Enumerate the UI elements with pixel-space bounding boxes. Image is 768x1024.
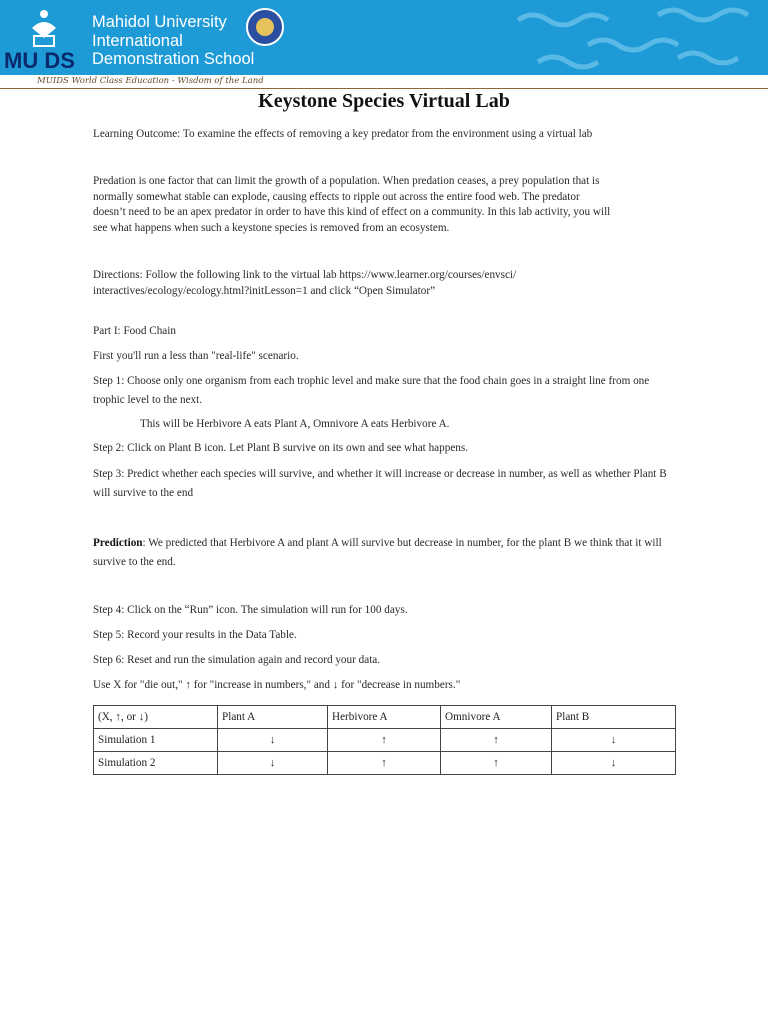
table-cell: ↑ [328, 729, 441, 752]
university-line-2: International [92, 31, 183, 50]
table-header-cell: Herbivore A [328, 706, 441, 729]
table-cell: Simulation 1 [94, 729, 218, 752]
table-header-cell: Omnivore A [441, 706, 552, 729]
header-banner [0, 0, 768, 75]
part-title: Part I: Food Chain [93, 325, 176, 337]
first-line: First you'll run a less than "real-life" scenario. [93, 350, 299, 362]
step-4: Step 4: Click on the “Run” icon. The simulation will run for 100 days. [93, 604, 408, 616]
university-seal-icon [246, 8, 284, 46]
prediction-text: : We predicted that Herbivore A and plant A will survive but decrease in number, for the plant B we think that it will survive to the end. [93, 537, 662, 568]
step-1-indent: This will be Herbivore A eats Plant A, Omnivore A eats Herbivore A. [140, 418, 450, 430]
table-header-cell: Plant A [218, 706, 328, 729]
step-3: Step 3: Predict whether each species will survive, and whether it will increase or decrease in number, as well as whether Plant B will survive to the end [93, 468, 667, 499]
directions: Directions: Follow the following link to the virtual lab https://www.learner.org/courses/envsci/ interactives/ecology/ecology.html?initLesson=1 and click “Open Simulator” [93, 269, 517, 297]
page-title: Keystone Species Virtual Lab [258, 90, 510, 112]
table-cell: ↑ [441, 729, 552, 752]
university-line-3: Demonstration School [92, 50, 255, 68]
step-2: Step 2: Click on Plant B icon. Let Plant B survive on its own and see what happens. [93, 442, 469, 454]
table-cell: ↓ [218, 729, 328, 752]
header-rule [0, 88, 768, 89]
prediction-label: Prediction [93, 537, 143, 549]
table-header-cell: (X, ↑, or ↓) [94, 706, 218, 729]
table-cell: Simulation 2 [94, 752, 218, 775]
step-6: Step 6: Reset and run the simulation again and record your data. [93, 654, 381, 666]
tagline: MUIDS World Class Education - Wisdom of the Land [37, 76, 264, 86]
table-row [94, 729, 676, 752]
table-header-row [94, 706, 676, 729]
wave-pattern-decoration [508, 0, 768, 75]
table-cell: ↑ [328, 752, 441, 775]
university-name [92, 13, 254, 69]
table-cell: ↑ [441, 752, 552, 775]
intro-paragraph: Predation is one factor that can limit the growth of a population. When predation ceases, a prey population that is normally somewhat stable can explode, causing effects to ripple out across the entire food web. The predator doesn’t need to be an apex predator in order to have this kind of effect on a community. In this lab activity, you will see what happens when such a keystone species is removed from an ecosystem. [93, 175, 611, 234]
table-cell: ↓ [552, 729, 676, 752]
table-cell: ↓ [552, 752, 676, 775]
data-table [93, 705, 676, 775]
table-row [94, 752, 676, 775]
table-cell: ↓ [218, 752, 328, 775]
university-line-1: Mahidol University [92, 13, 227, 31]
learning-outcome: Learning Outcome: To examine the effects of removing a key predator from the environment using a virtual lab [93, 128, 593, 140]
step-1: Step 1: Choose only one organism from each trophic level and make sure that the food chain goes in a straight line from one trophic level to the next. [93, 375, 650, 406]
prediction [93, 534, 683, 571]
table-header-cell: Plant B [552, 706, 676, 729]
step-5: Step 5: Record your results in the Data Table. [93, 629, 297, 641]
muids-logo [4, 6, 84, 74]
symbol-legend: Use X for "die out," ↑ for "increase in numbers," and ↓ for "decrease in numbers." [93, 679, 461, 691]
logo-text: MU DS [4, 48, 75, 73]
